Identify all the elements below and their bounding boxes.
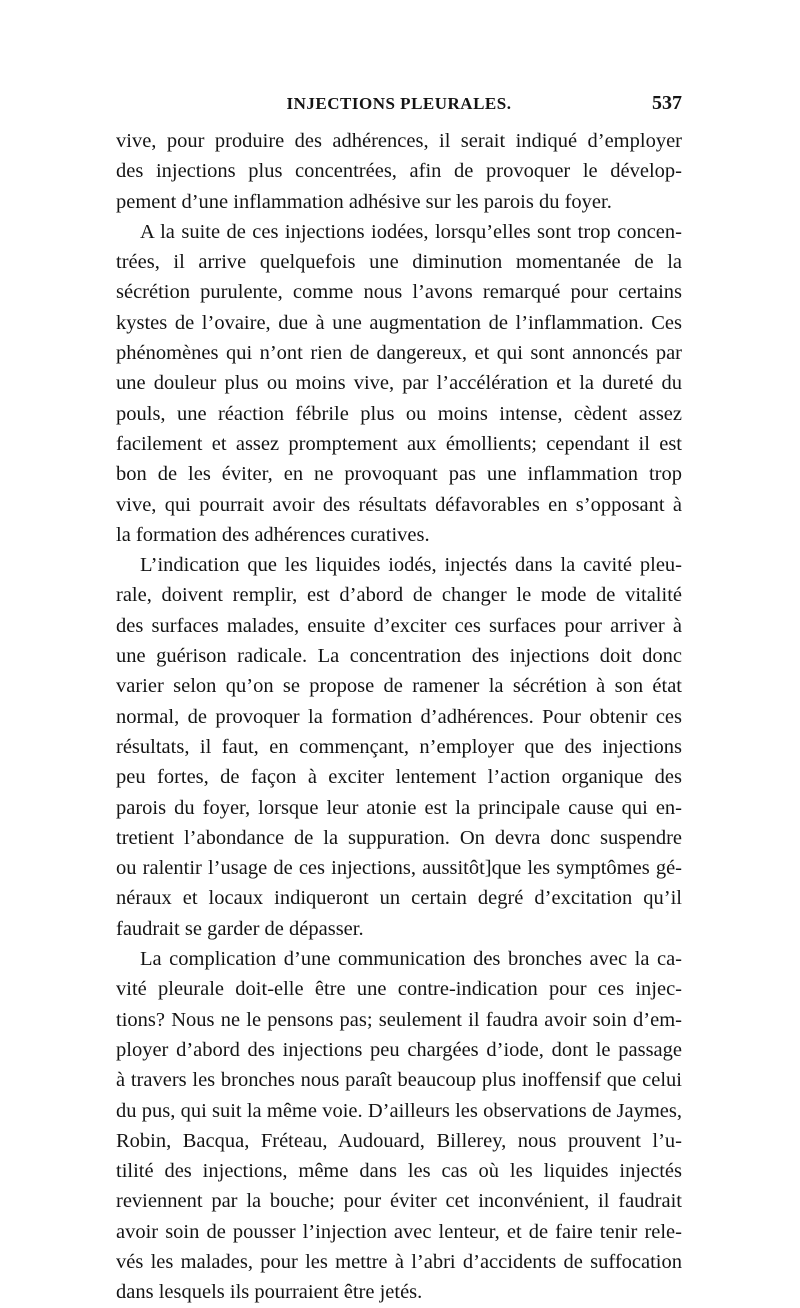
text-line: vés les malades, pour les mettre à l’abri d’accidents de suffocation: [116, 1250, 682, 1273]
running-head: [116, 94, 682, 120]
text-line: une guérison radicale. La concentration des injections doit donc: [116, 645, 682, 668]
text-line: L’indication que les liquides iodés, injectés dans la cavité pleu-: [140, 554, 682, 577]
text-line: du pus, qui suit la même voie. D’ailleurs les observations de Jaymes,: [116, 1099, 682, 1122]
text-line: tilité des injections, même dans les cas où les liquides injectés: [116, 1160, 682, 1183]
text-line: la formation des adhérences curatives.: [116, 523, 430, 546]
body-text: [116, 126, 682, 1308]
text-line: à travers les bronches nous paraît beaucoup plus inoffensif que celui: [116, 1069, 682, 1092]
text-line: des injections plus concentrées, afin de provoquer le dévelop-: [116, 160, 682, 183]
text-line: vive, qui pourrait avoir des résultats défavorables en s’opposant à: [116, 493, 682, 516]
text-line: ployer d’abord des injections peu chargées d’iode, dont le passage: [116, 1038, 682, 1061]
text-line: néraux et locaux indiqueront un certain degré d’excitation qu’il: [116, 887, 682, 910]
text-line: A la suite de ces injections iodées, lorsqu’elles sont trop concen-: [140, 220, 682, 243]
text-line: phénomènes qui n’ont rien de dangereux, et qui sont annoncés par: [116, 342, 682, 365]
text-line: pouls, une réaction fébrile plus ou moins intense, cèdent assez: [116, 402, 682, 425]
text-line: parois du foyer, lorsque leur atonie est la principale cause qui en-: [116, 796, 682, 819]
text-line: Robin, Bacqua, Fréteau, Audouard, Billerey, nous prouvent l’u-: [116, 1129, 682, 1152]
text-line: vive, pour produire des adhérences, il serait indiqué d’employer: [116, 130, 682, 152]
text-line: tions? Nous ne le pensons pas; seulement il faudra avoir soin d’em-: [116, 1008, 682, 1031]
running-title: INJECTIONS PLEURALES.: [286, 94, 512, 113]
text-line: trées, il arrive quelquefois une diminution momentanée de la: [116, 251, 682, 274]
text-line: bon de les éviter, en ne provoquant pas une inflammation trop: [116, 463, 682, 486]
text-line: rale, doivent remplir, est d’abord de changer le mode de vitalité: [116, 584, 682, 607]
text-line: peu fortes, de façon à exciter lentement l’action organique des: [116, 766, 682, 789]
text-line: ou ralentir l’usage de ces injections, aussitôt]que les symptômes gé-: [116, 857, 682, 880]
text-line: normal, de provoquer la formation d’adhérences. Pour obtenir ces: [116, 705, 682, 728]
text-line: faudrait se garder de dépasser.: [116, 917, 364, 940]
text-line: dans lesquels ils pourraient être jetés.: [116, 1281, 423, 1304]
page-number: 537: [652, 92, 682, 114]
text-line: La complication d’une communication des bronches avec la ca-: [140, 948, 682, 971]
text-line: varier selon qu’on se propose de ramener la sécrétion à son état: [116, 675, 682, 698]
text-line: une douleur plus ou moins vive, par l’accélération et la dureté du: [116, 372, 682, 395]
text-line: avoir soin de pousser l’injection avec lenteur, et de faire tenir rele-: [116, 1220, 682, 1243]
text-line: des surfaces malades, ensuite d’exciter ces surfaces pour arriver à: [116, 614, 682, 637]
text-line: kystes de l’ovaire, due à une augmentation de l’inflammation. Ces: [116, 311, 682, 334]
text-line: résultats, il faut, en commençant, n’employer que des injections: [116, 735, 682, 758]
text-line: facilement et assez promptement aux émollients; cependant il est: [116, 432, 682, 455]
text-line: tretient l’abondance de la suppuration. On devra donc suspendre: [116, 826, 682, 849]
text-line: vité pleurale doit-elle être une contre-indication pour ces injec-: [116, 978, 682, 1001]
text-line: reviennent par la bouche; pour éviter cet inconvénient, il faudrait: [116, 1190, 682, 1213]
text-line: pement d’une inflammation adhésive sur les parois du foyer.: [116, 190, 612, 213]
text-line: sécrétion purulente, comme nous l’avons remarqué pour certains: [116, 281, 682, 304]
